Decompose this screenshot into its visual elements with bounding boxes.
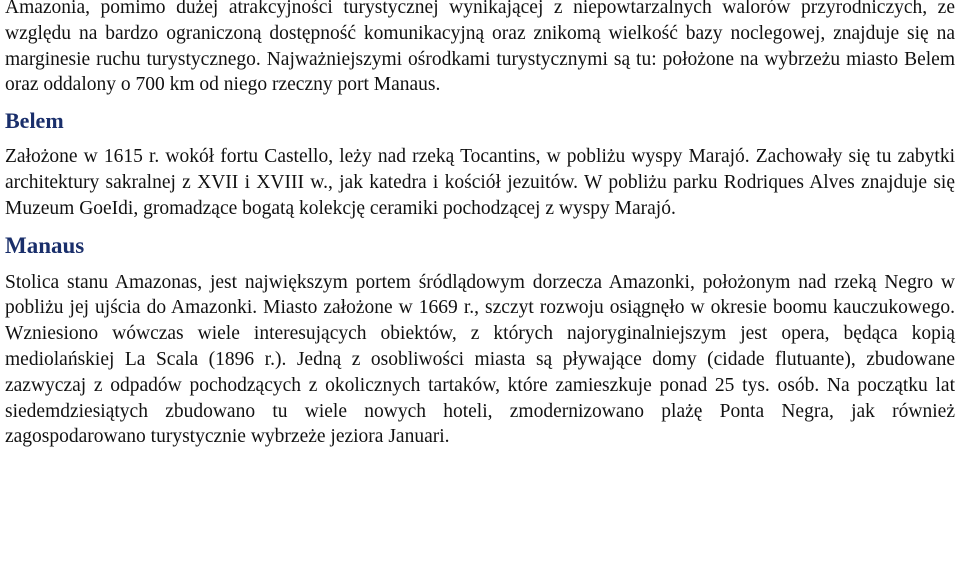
intro-paragraph: Amazonia, pomimo dużej atrakcyjności turystycznej wynikającej z niepowtarzalnych walorów przyrodniczych, ze względu na bardzo ograniczoną dostępność komunikacyjną oraz znikomą wielkość bazy noclegowej, znajduje się na marginesie ruchu turystycznego. Najważniejszymi ośrodkami turystycznymi są tu: położone na wybrzeżu miasto Belem oraz oddalony o 700 km od niego rzeczny port Manaus. — [5, 0, 955, 96]
belem-paragraph: Założone w 1615 r. wokół fortu Castello, leży nad rzeką Tocantins, w pobliżu wyspy Marajó. Zachowały się tu zabytki architektury sakralnej z XVII i XVIII w., jak katedra i kościół jezuitów. W pobliżu parku Rodriques Alves znajduje się Muzeum GoeIdi, gromadzące bogatą kolekcję ceramiki pochodzącej z wyspy Marajó. — [5, 146, 955, 219]
belem-heading: Belem — [5, 108, 64, 134]
manaus-paragraph: Stolica stanu Amazonas, jest największym portem śródlądowym dorzecza Amazonki, położonym nad rzeką Negro w pobliżu jej ujścia do Amazonki. Miasto założone w 1669 r., szczyt rozwoju osiągnęło w okresie boomu kauczukowego. Wzniesiono wówczas wiele interesujących obiektów, z których najoryginalniejszym jest opera, będąca kopią mediolańskiej La Scala (1896 r.). Jedną z osobliwości miasta są pływające domy (cidade flutuante), zbudowane zazwyczaj z odpadów pochodzących z okolicznych tartaków, które zamieszkuje ponad 25 tys. osób. Na początku lat siedemdziesiątych zbudowano tu wiele nowych hoteli, zmodernizowano plażę Ponta Negra, jak również zagospodarowano turystycznie wybrzeże jeziora Januari. — [5, 271, 955, 448]
manaus-heading: Manaus — [5, 232, 85, 258]
